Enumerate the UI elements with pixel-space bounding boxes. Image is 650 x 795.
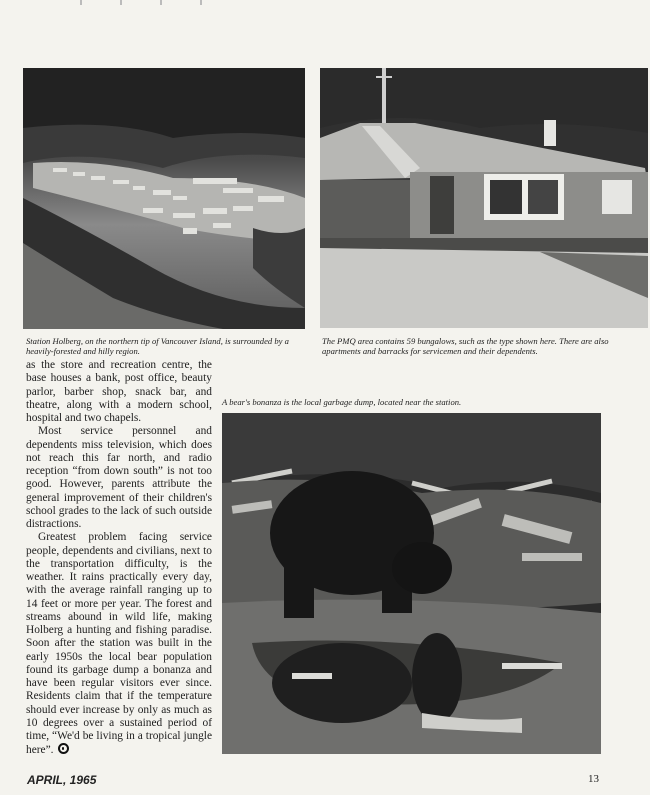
bear-photo-caption: A bear's bonanza is the local garbage dump, located near the station. [222, 397, 462, 407]
article-paragraph-3-text: Greatest problem facing service people, dependents and civilians, next to the transportation difficulty, is the weather. It rains practically every day, with the average rainfall ranging up to 14 feet or more per year. The forest and streams abound in wild life, making Holberg a hunting and fishing paradise. Soon after the station was built in the early 1950s the local bear population found its garbage dump a bonanza and have been regular visitors ever since. Residents claim that if the temperature should ever increase by only as much as 10 degrees over a sustained period of time, “We'd be living in a tropical jungle here”. [26, 531, 212, 757]
top-edge-marks [80, 0, 240, 6]
page-number: 13 [588, 773, 599, 785]
bungalow-photo [320, 68, 648, 328]
article-paragraph-3 [26, 531, 212, 757]
issue-date: APRIL, 1965 [27, 773, 97, 787]
station-aerial-photo [23, 68, 305, 329]
bear-photo [222, 413, 601, 754]
article-body-column [26, 359, 212, 758]
end-of-article-icon [58, 743, 69, 754]
article-paragraph-1: as the store and recreation centre, the base houses a bank, post office, beauty parlor, barber shop, snack bar, and theatre, along with a modern school, hospital and two chapels. [26, 359, 212, 424]
bungalow-photo-caption: The PMQ area contains 59 bungalows, such as the type shown here. There are also apartments and barracks for servicemen and their dependents. [322, 336, 609, 356]
article-paragraph-2: Most service personnel and dependents miss television, which does not reach this far north, and radio reception “from down south” is not too good. However, parents attribute the general improvement of their children's school grades to the lack of such outside distractions. [26, 425, 212, 530]
station-photo-caption: Station Holberg, on the northern tip of Vancouver Island, is surrounded by a heavily-forested and hilly region. [26, 336, 289, 356]
